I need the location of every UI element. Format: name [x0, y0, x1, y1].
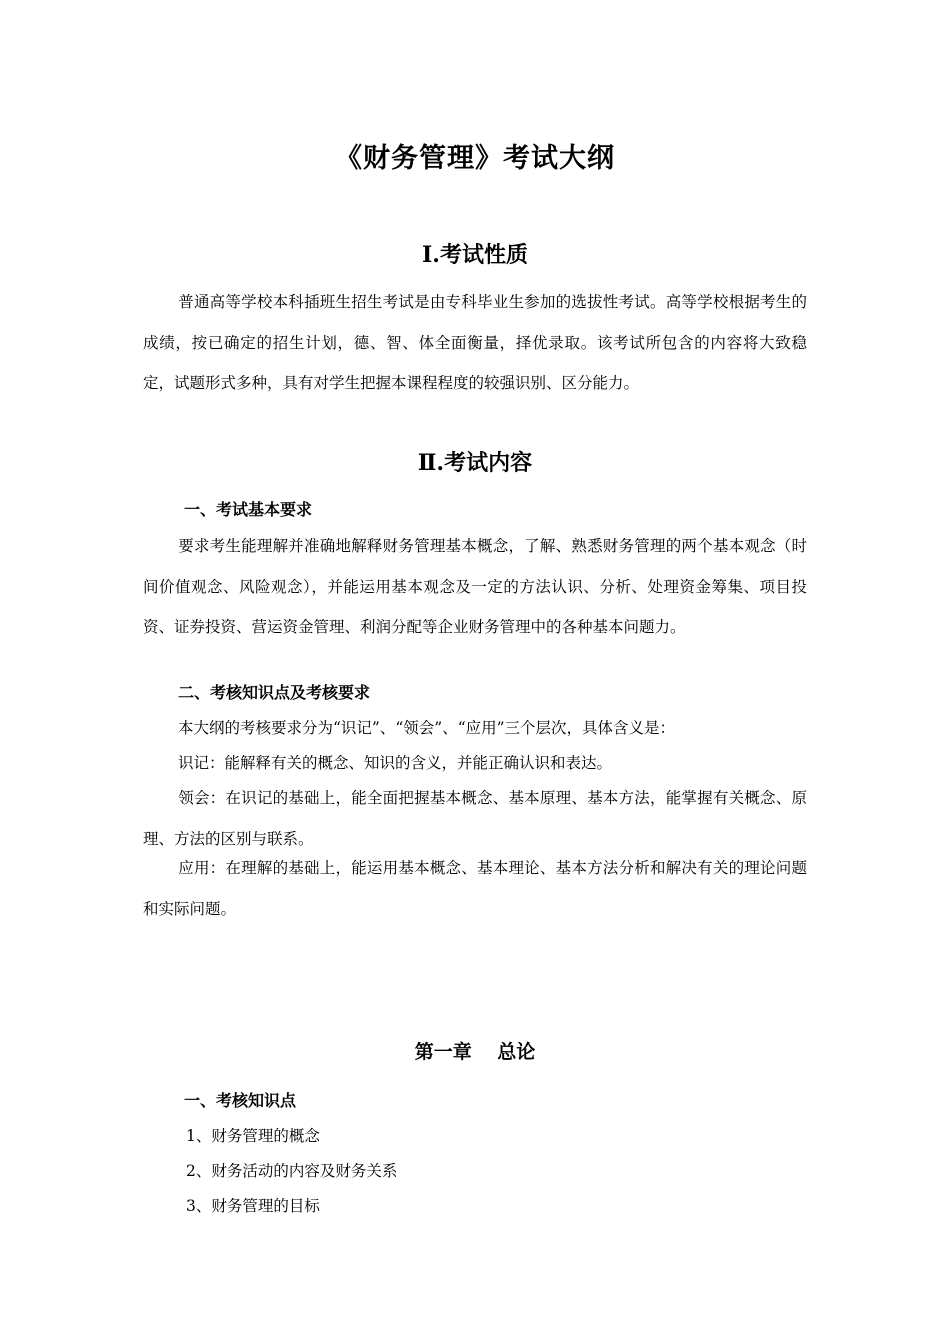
subheading-basic-requirements: 一、考试基本要求	[184, 500, 313, 519]
subheading-assessment-points: 二、考核知识点及考核要求	[178, 683, 371, 702]
list-item: 2、财务活动的内容及财务关系	[186, 1162, 398, 1180]
exam-nature-text: 普通高等学校本科插班生招生考试是由专科毕业生参加的选拔性考试。高等学校根据考生的成绩，按已确定的招生计划，德、智、体全面衡量，择优录取。该考试所包含的内容将大致稳定，试题形式多种，具有对学生把握本课程程度的较强识别、区分能力。	[143, 293, 807, 392]
level-comprehend-text: 领会：在识记的基础上，能全面把握基本概念、基本原理、基本方法，能掌握有关概念、原理、方法的区别与联系。	[143, 789, 807, 848]
level-comprehend-paragraph	[143, 778, 807, 859]
section-heading-exam-nature: Ⅰ.考试性质	[422, 242, 528, 268]
chapter-one-heading: 第一章 总论	[414, 1041, 536, 1063]
section-heading-exam-content: Ⅱ.考试内容	[417, 450, 533, 476]
list-item: 3、财务管理的目标	[186, 1197, 320, 1215]
subheading-knowledge-points: 一、考核知识点	[184, 1091, 297, 1110]
level-apply-text: 应用：在理解的基础上，能运用基本概念、基本理论、基本方法分析和解决有关的理论问题和实际问题。	[143, 859, 807, 918]
exam-nature-paragraph	[143, 282, 807, 404]
level-recall: 识记：能解释有关的概念、知识的含义，并能正确认识和表达。	[178, 754, 613, 772]
basic-requirements-paragraph	[143, 526, 807, 648]
level-apply-paragraph	[143, 848, 807, 929]
assessment-intro: 本大纲的考核要求分为“识记”、“领会”、“应用”三个层次，具体含义是：	[178, 719, 676, 737]
list-item: 1、财务管理的概念	[186, 1127, 320, 1145]
basic-requirements-text: 要求考生能理解并准确地解释财务管理基本概念，了解、熟悉财务管理的两个基本观念（时间价值观念、风险观念），并能运用基本观念及一定的方法认识、分析、处理资金筹集、项目投资、证券投资、营运资金管理、利润分配等企业财务管理中的各种基本问题力。	[143, 537, 807, 636]
document-title: 《财务管理》考试大纲	[335, 143, 615, 174]
